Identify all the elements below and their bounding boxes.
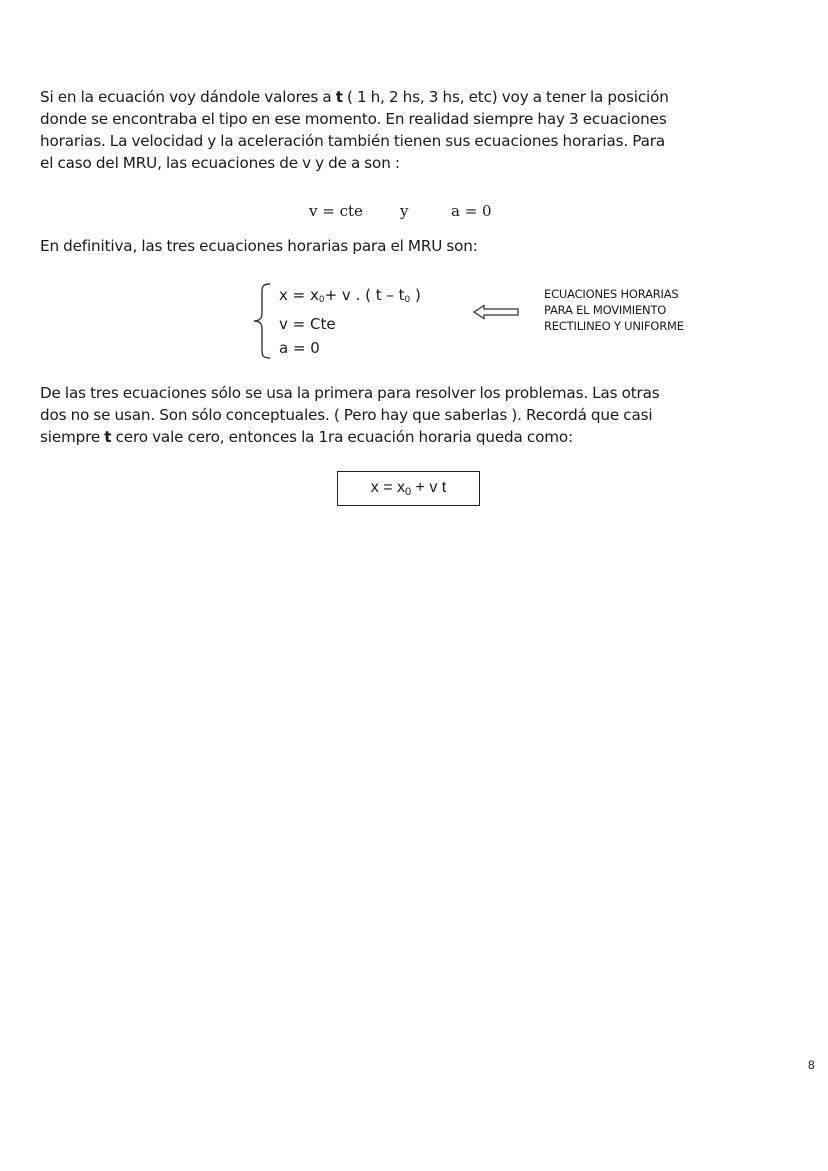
boxed-formula: $x = x_0 + v$ t bbox=[337, 471, 480, 506]
paragraph-line: En definitiva, las tres ecuaciones horarias para el MRU son: bbox=[40, 237, 478, 255]
formula-velocity: v = cte bbox=[309, 202, 363, 220]
paragraph-line: siempre t cero vale cero, entonces la 1ra ecuación horaria queda como: bbox=[40, 428, 573, 446]
time-variable: t bbox=[104, 428, 112, 446]
paragraph-line: el caso del MRU, las ecuaciones de v y de a son : bbox=[40, 154, 400, 172]
equation-position: $x = x_0+ v$ . ( t – $t_0$ ) bbox=[279, 286, 421, 305]
paragraph-summary bbox=[40, 235, 790, 257]
equations-caption bbox=[544, 286, 684, 334]
caption-line: PARA EL MOVIMIENTO bbox=[544, 303, 667, 317]
paragraph-line: donde se encontraba el tipo en ese momento. En realidad siempre hay 3 ecuaciones bbox=[40, 110, 667, 128]
paragraph-line: De las tres ecuaciones sólo se usa la primera para resolver los problemas. Las otras bbox=[40, 384, 660, 402]
paragraph-line: dos no se usan. Son sólo conceptuales. ( Pero hay que saberlas ). Recordá que casi bbox=[40, 406, 653, 424]
paragraph-line: Si en la ecuación voy dándole valores a t ( 1 h, 2 hs, 3 hs, etc) voy a tener la posición bbox=[40, 88, 669, 106]
formula-acceleration: a = 0 bbox=[451, 202, 492, 220]
formula-connector: y bbox=[400, 202, 409, 220]
equation-system bbox=[250, 281, 470, 361]
equations-list bbox=[279, 283, 421, 360]
page-number: 8 bbox=[808, 1058, 815, 1072]
caption-line: RECTILINEO Y UNIFORME bbox=[544, 319, 684, 333]
caption-line: ECUACIONES HORARIAS bbox=[544, 287, 679, 301]
equation-acceleration: a = 0 bbox=[279, 339, 320, 357]
left-arrow-icon bbox=[473, 304, 519, 320]
time-variable: t bbox=[335, 88, 343, 106]
paragraph-intro bbox=[40, 86, 790, 174]
paragraph-line: horarias. La velocidad y la aceleración también tienen sus ecuaciones horarias. Para bbox=[40, 132, 666, 150]
left-brace-icon bbox=[250, 281, 274, 361]
paragraph-conclusion bbox=[40, 382, 790, 448]
equation-velocity: v = Cte bbox=[279, 315, 336, 333]
